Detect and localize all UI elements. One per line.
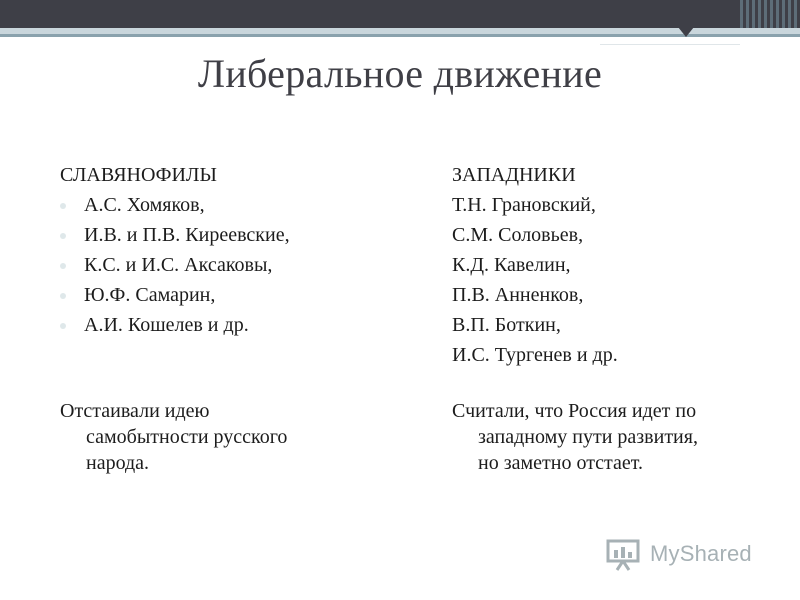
list-item-label: А.И. Кошелев и др. xyxy=(84,314,249,336)
westernizers-summary xyxy=(452,398,772,476)
bullet-icon xyxy=(60,263,66,269)
westernizers-list xyxy=(452,190,782,370)
list-item-label: И.В. и П.В. Киреевские, xyxy=(84,224,290,246)
list-item: С.М. Соловьев, xyxy=(452,224,584,246)
list-item: В.П. Боткин, xyxy=(452,314,561,336)
list-item xyxy=(60,310,400,340)
slavophiles-heading: СЛАВЯНОФИЛЫ xyxy=(60,164,217,186)
list-item xyxy=(60,220,400,250)
bullet-icon xyxy=(60,203,66,209)
slavophiles-column xyxy=(60,160,400,340)
summary-line: Отстаивали идею xyxy=(60,400,210,422)
top-bar-stripes xyxy=(740,0,800,28)
list-item xyxy=(60,250,400,280)
slide-title: Либеральное движение xyxy=(197,51,603,96)
list-item-label: А.С. Хомяков, xyxy=(84,194,205,216)
slavophiles-list xyxy=(60,190,400,340)
top-decorative-bar xyxy=(0,0,800,28)
list-item: И.С. Тургенев и др. xyxy=(452,344,618,366)
decorative-rule xyxy=(600,44,740,45)
list-item-label: Ю.Ф. Самарин, xyxy=(84,284,216,306)
bullet-icon xyxy=(60,323,66,329)
presentation-board-icon xyxy=(606,538,646,572)
summary-line: но заметно отстает. xyxy=(478,452,644,474)
list-item: П.В. Анненков, xyxy=(452,284,584,306)
list-item: К.Д. Кавелин, xyxy=(452,254,571,276)
watermark-text: MyShared xyxy=(650,541,752,566)
bullet-icon xyxy=(60,293,66,299)
summary-line: западному пути развития, xyxy=(478,426,698,448)
list-item xyxy=(60,280,400,310)
westernizers-heading: ЗАПАДНИКИ xyxy=(452,164,576,186)
westernizers-column xyxy=(452,160,782,370)
bullet-icon xyxy=(60,233,66,239)
summary-line: Считали, что Россия идет по xyxy=(452,400,697,422)
decorative-arrow-icon xyxy=(678,27,694,37)
summary-line: самобытности русского xyxy=(86,426,288,448)
list-item-label: К.С. и И.С. Аксаковы, xyxy=(84,254,273,276)
list-item: Т.Н. Грановский, xyxy=(452,194,596,216)
list-item xyxy=(60,190,400,220)
summary-line: народа. xyxy=(86,452,150,474)
myshared-watermark xyxy=(606,538,766,572)
slavophiles-summary xyxy=(60,398,380,476)
